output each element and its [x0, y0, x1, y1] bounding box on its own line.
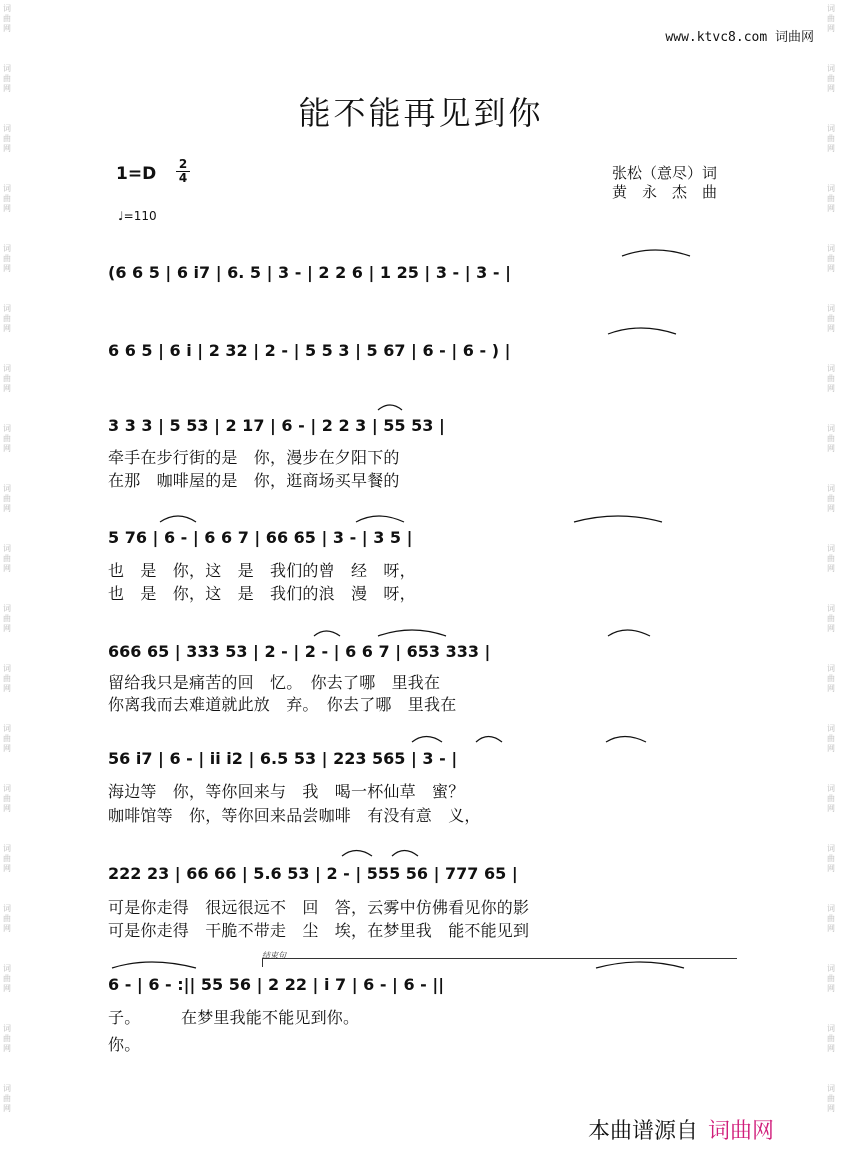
notation-row-5: 666 65 | 333 53 | 2 - | 2 - | 6 6 7 | 653 333 |	[108, 642, 491, 661]
watermark-text: 词曲网	[827, 724, 835, 753]
watermark-text: 词曲网	[3, 4, 11, 33]
time-signature-bottom: 4	[176, 171, 190, 185]
watermark-text: 词曲网	[3, 184, 11, 213]
watermark-text: 词曲网	[3, 724, 11, 753]
watermark-text: 词曲网	[827, 664, 835, 693]
lyric-line-8-2: 你。	[108, 1035, 141, 1054]
watermark-text: 词曲网	[3, 364, 11, 393]
slur	[378, 405, 402, 410]
watermark-text: 词曲网	[827, 184, 835, 213]
slur	[608, 630, 650, 636]
notation-row-1: (6 6 5 | 6 i7 | 6. 5 | 3 - | 2 2 6 | 1 25 | 3 - | 3 - |	[108, 263, 511, 282]
ending-label: 结束句	[262, 951, 286, 960]
source-brand[interactable]: 词曲网	[708, 1119, 775, 1144]
ending-bracket	[262, 958, 737, 967]
composer-credit: 黄 永 杰 曲	[612, 183, 718, 201]
watermark-text: 词曲网	[827, 4, 835, 33]
watermark-text: 词曲网	[827, 424, 835, 453]
time-signature-top: 2	[178, 157, 188, 171]
lyric-line-6-1: 海边等 你，等你回来与 我 喝一杯仙草 蜜？	[108, 782, 465, 801]
watermark-text: 词曲网	[827, 64, 835, 93]
watermark-text: 词曲网	[827, 1024, 835, 1053]
watermark-text: 词曲网	[827, 304, 835, 333]
lyric-line-6-2: 咖啡馆等 你，等你回来品尝咖啡 有没有意 义，	[108, 806, 481, 825]
lyric-line-5-1: 留给我只是痛苦的回 忆。 你去了哪 里我在	[108, 673, 441, 692]
slur	[608, 328, 676, 334]
watermark-text: 词曲网	[3, 784, 11, 813]
lyric-line-3-2: 在那 咖啡屋的是 你，逛商场买早餐的	[108, 471, 400, 490]
watermark-text: 词曲网	[3, 424, 11, 453]
slur	[112, 962, 196, 968]
watermark-text: 词曲网	[3, 904, 11, 933]
watermark-text: 词曲网	[827, 904, 835, 933]
lyric-line-4-1: 也 是 你，这 是 我们的曾 经 呀，	[108, 561, 416, 580]
watermark-text: 词曲网	[827, 544, 835, 573]
watermark-text: 词曲网	[3, 844, 11, 873]
watermark-text: 词曲网	[3, 244, 11, 273]
time-signature	[176, 158, 190, 185]
watermark-text: 词曲网	[827, 1084, 835, 1113]
slur	[476, 737, 502, 743]
watermark-text: 词曲网	[3, 964, 11, 993]
notation-row-4: 5 76 | 6 - | 6 6 7 | 66 65 | 3 - | 3 5 |	[108, 528, 413, 547]
slur	[392, 851, 418, 857]
slur	[378, 630, 446, 636]
key-signature: 1=D	[116, 164, 157, 184]
watermark-text: 词曲网	[3, 604, 11, 633]
watermark-text: 词曲网	[3, 484, 11, 513]
watermark-text: 词曲网	[827, 364, 835, 393]
source-prefix: 本曲谱源自	[588, 1119, 699, 1144]
watermark-text: 词曲网	[3, 64, 11, 93]
slur	[160, 516, 196, 522]
slur	[342, 851, 372, 857]
slur	[314, 631, 340, 636]
slur	[574, 516, 662, 522]
lyric-line-5-2: 你离我而去难道就此放 弃。 你去了哪 里我在	[108, 695, 457, 714]
slur	[606, 737, 646, 743]
site-url[interactable]: www.ktvc8.com 词曲网	[665, 30, 814, 45]
lyric-line-3-1: 牵手在步行街的是 你，漫步在夕阳下的	[108, 448, 400, 467]
lyric-line-7-1: 可是你走得 很远很远不 回 答，云雾中仿佛看见你的影	[108, 898, 530, 917]
watermark-text: 词曲网	[827, 124, 835, 153]
lyricist-credit: 张松（意尽）词	[612, 164, 718, 182]
watermark-text: 词曲网	[827, 964, 835, 993]
slur	[412, 737, 442, 743]
watermark-text: 词曲网	[827, 604, 835, 633]
watermark-text: 词曲网	[3, 664, 11, 693]
slur	[622, 250, 690, 256]
watermark-text: 词曲网	[827, 244, 835, 273]
lyric-line-7-2: 可是你走得 干脆不带走 尘 埃，在梦里我 能不能见到	[108, 921, 530, 940]
watermark-text: 词曲网	[3, 304, 11, 333]
notation-row-7: 222 23 | 66 66 | 5.6 53 | 2 - | 555 56 | 777 65 |	[108, 864, 518, 883]
watermark-text: 词曲网	[827, 844, 835, 873]
notation-row-2: 6 6 5 | 6 i | 2 32 | 2 - | 5 5 3 | 5 67 | 6 - | 6 - ) |	[108, 341, 511, 360]
song-title: 能不能再见到你	[298, 94, 544, 132]
notation-row-8: 6 - | 6 - :|| 55 56 | 2 22 | i 7 | 6 - | 6 - ||	[108, 975, 445, 994]
watermark-strip-left	[2, 0, 16, 1171]
watermark-text: 词曲网	[827, 484, 835, 513]
watermark-text: 词曲网	[3, 124, 11, 153]
source-footer	[588, 1114, 774, 1145]
notation-row-3: 3 3 3 | 5 53 | 2 17 | 6 - | 2 2 3 | 55 53 |	[108, 416, 445, 435]
watermark-text: 词曲网	[3, 1024, 11, 1053]
tempo-mark: ♩=110	[118, 209, 157, 223]
notation-row-6: 56 i7 | 6 - | ii i2 | 6.5 53 | 223 565 | 3 - |	[108, 749, 458, 768]
watermark-text: 词曲网	[3, 1084, 11, 1113]
watermark-strip-right	[826, 0, 840, 1171]
lyric-line-8-1: 子。 在梦里我能不能见到你。	[108, 1008, 360, 1027]
slur	[356, 516, 404, 522]
watermark-text: 词曲网	[827, 784, 835, 813]
watermark-text: 词曲网	[3, 544, 11, 573]
lyric-line-4-2: 也 是 你，这 是 我们的浪 漫 呀，	[108, 584, 416, 603]
